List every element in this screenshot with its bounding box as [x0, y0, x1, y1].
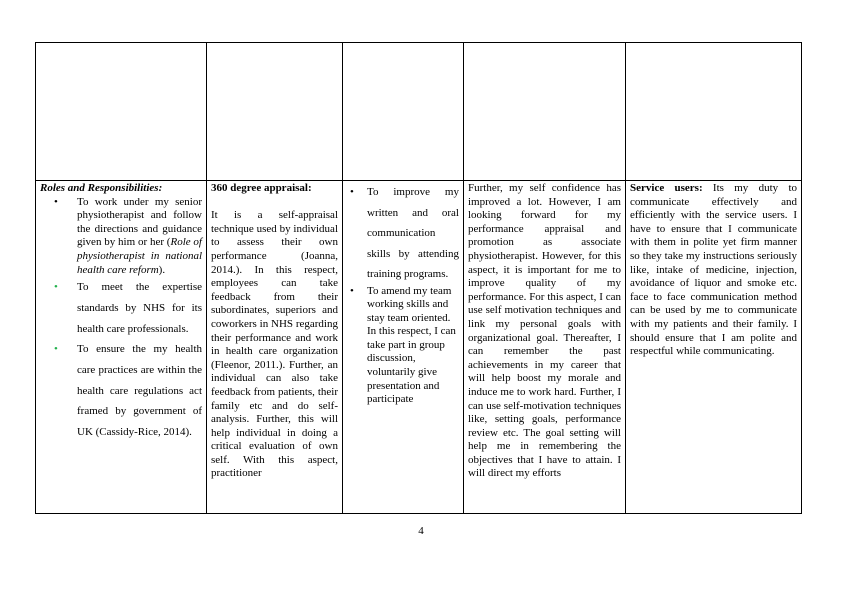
list-item: • To amend my team working skills and stay team oriented. In this respect, I can take part in group discussion, voluntarily give presentation and participate [350, 284, 456, 406]
confidence-body: Further, my self confidence has improved a lot. However, I am looking forward for my performance appraisal and promotion as associate physiotherapist. However, for this aspect, it is important for me to improve quality of my performance. For this aspect, I can use self motivation techniques and link my personal goals with organizational goal. Thereafter, I can remember the past achievements in my career that will help boost my morale and induce me to work hard. Further, I can use self-motivation techniques like, setting goals, performance review etc. The goal setting will help me in remembering the objectives that I have to attain. I will direct my efforts [468, 182, 621, 480]
skills-cell [343, 181, 464, 514]
page-number: 4 [418, 525, 424, 537]
service-users-heading: Service users: [630, 182, 703, 194]
table-row-empty [36, 43, 802, 181]
empty-cell [626, 43, 802, 181]
empty-cell [36, 43, 207, 181]
roles-heading: Roles and Responsibilities: [40, 182, 163, 194]
empty-cell [343, 43, 464, 181]
bullet-icon: • [350, 284, 354, 297]
list-item: • To ensure the my health care practices are within the health care regulations act framed by government of UK (Cassidy-Rice, 2014). [40, 339, 202, 443]
green-bullet-icon: • [54, 343, 58, 356]
service-users-cell [626, 181, 802, 514]
roles-list [40, 196, 202, 443]
table-row-content [36, 181, 802, 514]
bullet-icon: • [54, 195, 58, 208]
content-table [35, 42, 802, 514]
appraisal-cell [207, 181, 343, 514]
appraisal-heading: 360 degree appraisal: [211, 182, 312, 194]
list-item: • To work under my senior physiotherapist and follow the directions and guidance given by him or her (Role of physiotherapist in national health care reform). [54, 195, 202, 276]
roles-cell [36, 181, 207, 514]
service-users-body: Its my duty to communicate effectively and efficiently with the service users. I have to ensure that I communicate with them in polite yet firm manner so they take my instructions seriously like, intake of medicine, injection, avoidance of liquor and smoke etc. face to face communication method can be used by me to communicate with my patients and their family. I should ensure that I am polite and respectful while communicating. [630, 182, 798, 358]
empty-cell [207, 43, 343, 181]
list-item: • To meet the expertise standards by NHS for its health care professionals. [40, 277, 202, 339]
skills-list [347, 182, 459, 407]
green-bullet-icon: • [54, 281, 58, 294]
appraisal-body: It is a self-appraisal technique used by individual to assess their own performance (Joanna, 2014.). In this respect, employees can take feedback from their subordinates, superiors and coworkers in NHS regarding their performance and work in health care organization (Fleenor, 2011.). Further, an individual can also take feedback from patients, their family etc and do self-analysis. Further, this will help individual in doing a critical evaluation of own self. With this aspect, practitioner [211, 209, 338, 480]
list-item: • To improve my written and oral communication skills by attending training programs. [347, 182, 459, 285]
bullet-icon: • [350, 186, 354, 198]
empty-cell [464, 43, 626, 181]
confidence-cell [464, 181, 626, 514]
